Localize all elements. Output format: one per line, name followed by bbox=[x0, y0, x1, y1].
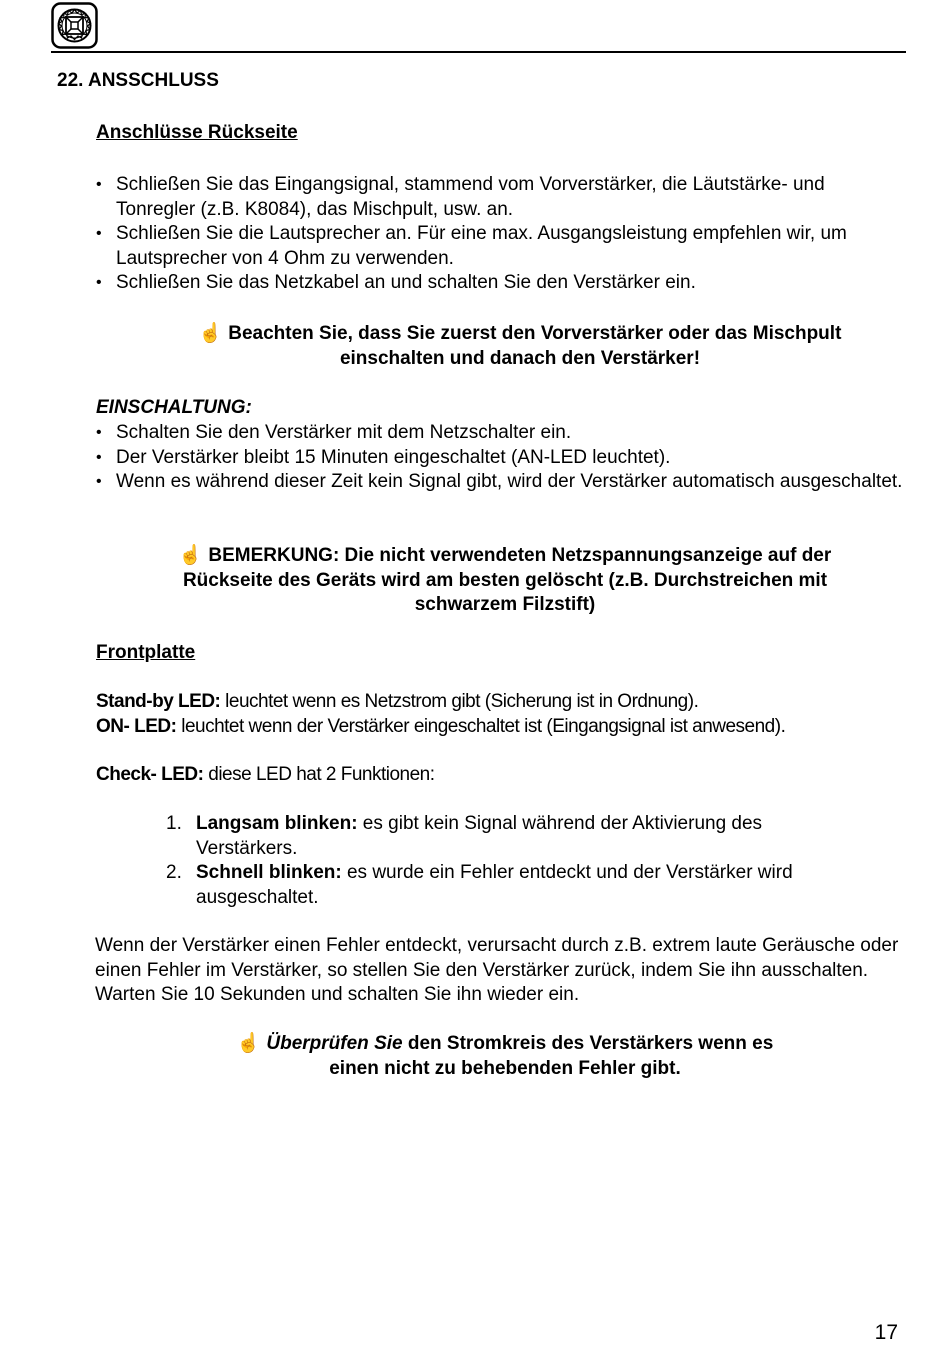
note-line: schwarzem Filzstift) bbox=[414, 594, 596, 615]
header-rule bbox=[51, 51, 906, 53]
note-remark bbox=[120, 544, 890, 618]
note-line: einschalten und danach den Verstärker! bbox=[339, 347, 701, 369]
page-number: 17 bbox=[874, 1321, 898, 1344]
note-line: den Stromkreis des Verstärkers wenn es bbox=[402, 1033, 774, 1054]
pointing-hand-icon: ☝ bbox=[198, 323, 223, 344]
reset-paragraph: Wenn der Verstärker einen Fehler entdeckt, verursacht durch z.B. extrem laute Geräusche oder einen Fehler im Verstärker, so stellen Sie den Verstärker zurück, indem Sie ihn ausschalten. Warten Sie 10 Sekunden und schalten Sie ihn wieder ein. bbox=[95, 935, 899, 1005]
list-item bbox=[166, 812, 866, 861]
chapter-heading: 22. ANSSCHLUSS bbox=[57, 70, 219, 91]
on-led-line bbox=[96, 715, 785, 740]
function-label: Schnell blinken: bbox=[196, 862, 342, 883]
check-led-line bbox=[96, 763, 435, 788]
on-led-text: leuchtet wenn der Verstärker eingeschaltet ist (Eingangsignal ist anwesend). bbox=[176, 716, 786, 737]
list-item bbox=[166, 861, 866, 910]
note-line: einen nicht zu behebenden Fehler gibt. bbox=[329, 1057, 681, 1079]
list-item: • Schließen Sie die Lautsprecher an. Für eine max. Ausgangsleistung empfehlen wir, um Lautsprecher von 4 Ohm zu verwenden. bbox=[96, 222, 906, 271]
note-check-circuit bbox=[160, 1032, 850, 1081]
list-item: • Schließen Sie das Eingangsignal, stammend vom Vorverstärker, die Läutstärke- und Tonregler (z.B. K8084), das Mischpult, usw. an. bbox=[96, 173, 851, 222]
check-led-functions bbox=[166, 812, 866, 910]
standby-led-label: Stand-by LED: bbox=[96, 691, 221, 712]
function-label: Langsam blinken: bbox=[196, 813, 358, 834]
list-item: • Schließen Sie das Netzkabel an und schalten Sie den Verstärker ein. bbox=[96, 271, 906, 296]
list-item: • Der Verstärker bleibt 15 Minuten eingeschaltet (AN-LED leuchtet). bbox=[96, 446, 906, 471]
check-led-label: Check- LED: bbox=[96, 764, 204, 785]
rear-connections-title: Anschlüsse Rückseite bbox=[96, 122, 298, 143]
velleman-badge-icon bbox=[51, 2, 98, 49]
note-line: Beachten Sie, dass Sie zuerst den Vorverstärker oder das Mischpult bbox=[228, 323, 842, 344]
standby-led-line bbox=[96, 690, 698, 715]
note-emphasis: Überprüfen Sie bbox=[266, 1033, 403, 1054]
list-item: • Wenn es während dieser Zeit kein Signal gibt, wird der Verstärker automatisch ausgeschaltet. bbox=[96, 470, 906, 495]
pointing-hand-icon: ☝ bbox=[236, 1033, 261, 1054]
front-panel-title: Frontplatte bbox=[96, 642, 196, 663]
list-number: 2. bbox=[166, 862, 182, 883]
function-text: es wurde ein Fehler entdeckt und der Verstärker wird ausgeschaltet. bbox=[196, 862, 793, 908]
note-line: Rückseite des Geräts wird am besten gelöscht (z.B. Durchstreichen mit bbox=[182, 569, 828, 591]
note-power-order bbox=[160, 322, 880, 371]
on-led-label: ON- LED: bbox=[96, 716, 177, 737]
switchon-list bbox=[96, 421, 906, 495]
list-item: • Schalten Sie den Verstärker mit dem Netzschalter ein. bbox=[96, 421, 906, 446]
switchon-title: EINSCHALTUNG: bbox=[96, 397, 252, 418]
note-line: BEMERKUNG: Die nicht verwendeten Netzspannungsanzeige auf der bbox=[208, 545, 832, 566]
rear-connections-list bbox=[96, 173, 906, 296]
list-number: 1. bbox=[166, 813, 182, 834]
function-text: es gibt kein Signal während der Aktivierung des Verstärkers. bbox=[196, 813, 763, 859]
pointing-hand-icon: ☝ bbox=[178, 545, 203, 566]
standby-led-text: leuchtet wenn es Netzstrom gibt (Sicherung ist in Ordnung). bbox=[220, 691, 699, 712]
check-led-text: diese LED hat 2 Funktionen: bbox=[203, 764, 435, 785]
